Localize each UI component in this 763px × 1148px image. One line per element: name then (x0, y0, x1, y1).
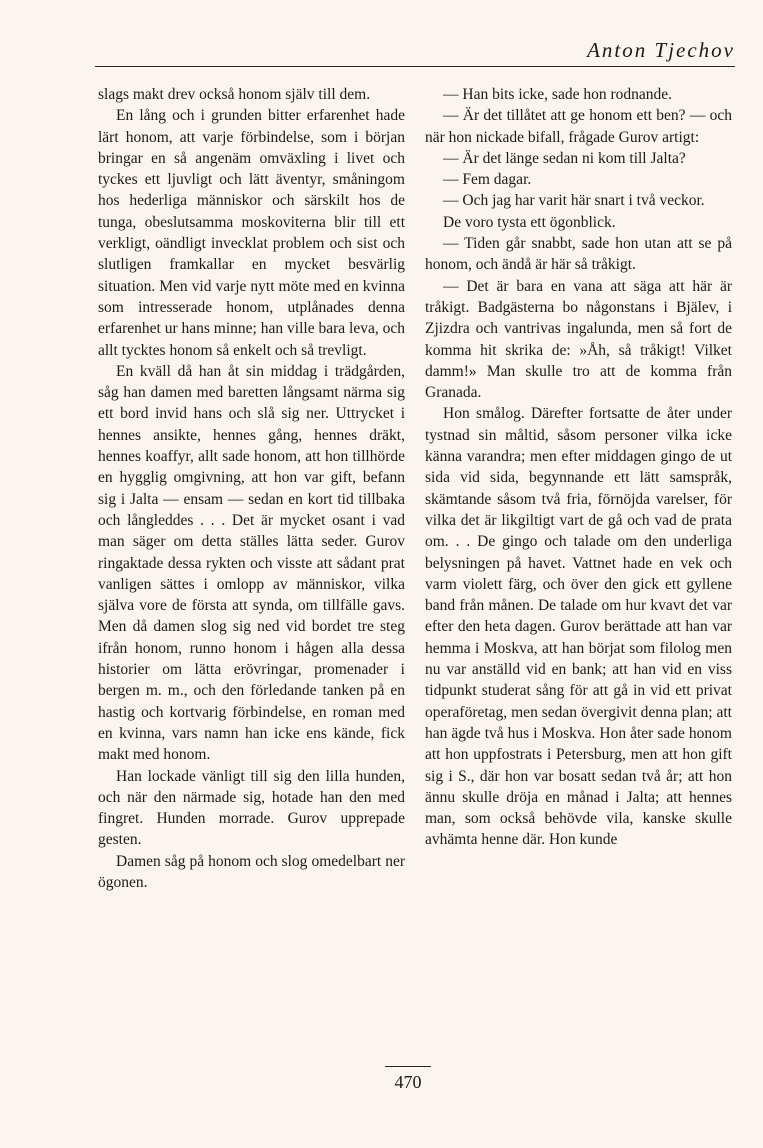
paragraph: — Det är bara en vana att säga att här är tråkigt. Badgästerna bo någonstans i Bjälev, i Zjizdra och vantrivas ingalunda, men så fort de komma hit skrika de: »Åh, så tråkigt! Vilket damm!» Man skulle tro att de komma från Granada. (425, 277, 732, 402)
paragraph: — Är det tillåtet att ge honom ett ben? — och när hon nickade bifall, frågade Gurov artigt: (425, 107, 732, 146)
left-column (98, 84, 405, 893)
paragraph: — Tiden går snabbt, sade hon utan att se på honom, och ändå är här så tråkigt. (425, 235, 732, 274)
paragraph: De voro tysta ett ögonblick. (443, 213, 616, 231)
paragraph: Damen såg på honom och slog omedelbart ner ögonen. (98, 852, 405, 891)
paragraph: En lång och i grunden bitter erfarenhet hade lärt honom, att varje förbindelse, som i början bringar en så angenäm omväxling i livet och tyckes ett ljuvligt och lätt äventyr, småningom hos hederliga människor och särskilt hos de tunga, obeslutsamma moskoviterna blir till ett verkligt, oändligt invecklat problem och sist och slutligen framkallar en mycket besvärlig situation. Men vid varje nytt möte med en kvinna som intresserade honom, utplånades denna erfarenhet ur hans minne; han ville bara leva, och allt tycktes honom så enkelt och så trevligt. (98, 107, 405, 359)
header-rule (95, 66, 735, 67)
paragraph: En kväll då han åt sin middag i trädgården, såg han damen med baretten långsamt närma sig ett bord invid hans och slå sig ner. Uttrycket i hennes ansikte, hennes gång, hennes dräkt, hennes koaffyr, allt sade honom, att hon tillhörde en hygglig omgivning, att hon var gift, befann sig i Jalta — ensam — sedan en kort tid tillbaka och långleddes . . . Det är mycket osant i vad man säger om detta ställes lätta seder. Gurov ringaktade dessa rykten och visste att sådant prat vanligen sättes i omlopp av människor, vilka själva vore de första att synda, om tillfälle gavs. Men då damen slog sig ned vid bordet tre steg ifrån honom, runno honom i hågen alla dessa historier om lätta erövringar, promenader i bergen m. m., och den förledande tanken på en hastig och kortvarig förbindelse, en roman med en kvinna, vars namn han icke ens kände, fick makt med honom. (98, 362, 405, 764)
paragraph: — Och jag har varit här snart i två veckor. (443, 192, 705, 210)
page-number: 470 (394, 1072, 422, 1092)
right-column (425, 84, 732, 851)
footer-rule (385, 1066, 431, 1067)
paragraph: Han lockade vänligt till sig den lilla hunden, och när den närmade sig, hotade han den med fingret. Hunden morrade. Gurov upprepade gesten. (98, 767, 405, 849)
paragraph: slags makt drev också honom själv till dem. (98, 86, 371, 103)
paragraph: — Är det länge sedan ni kom till Jalta? (443, 149, 686, 167)
paragraph: Hon smålog. Därefter fortsatte de åter under tystnad sin måltid, såsom personer vilka icke känna varandra; men efter middagen gingo de ut sida vid sida, begynnande ett lätt samspråk, skämtande såsom två fria, förnöjda varelser, för vilka det är likgiltigt vart de gå och vad de prata om. . . De gingo och talade om den underliga belysningen på havet. Vattnet hade en vek och varm violett färg, och över den gick ett gyllene band från månen. De talade om hur kvavt det var efter den heta dagen. Gurov berättade att han var hemma i Moskva, att han börjat som filolog men nu var anställd vid en bank; att han vid en viss tidpunkt studerat sång för att gå in vid ett privat operaföretag, men sedan övergivit denna plan; att han ägde två hus i Moskva. Hon åter sade honom att hon uppfostrats i Petersburg, men att hon gift sig i S., där hon var bosatt sedan två år; att hon ännu skulle dröja en månad i Jalta; att hennes man, som också behövde vila, kanske skulle avhämta henne där. Hon kunde (425, 405, 732, 849)
paragraph: — Han bits icke, sade hon rodnande. (443, 86, 672, 103)
paragraph: — Fem dagar. (443, 171, 532, 189)
running-header: Anton Tjechov (587, 38, 735, 62)
